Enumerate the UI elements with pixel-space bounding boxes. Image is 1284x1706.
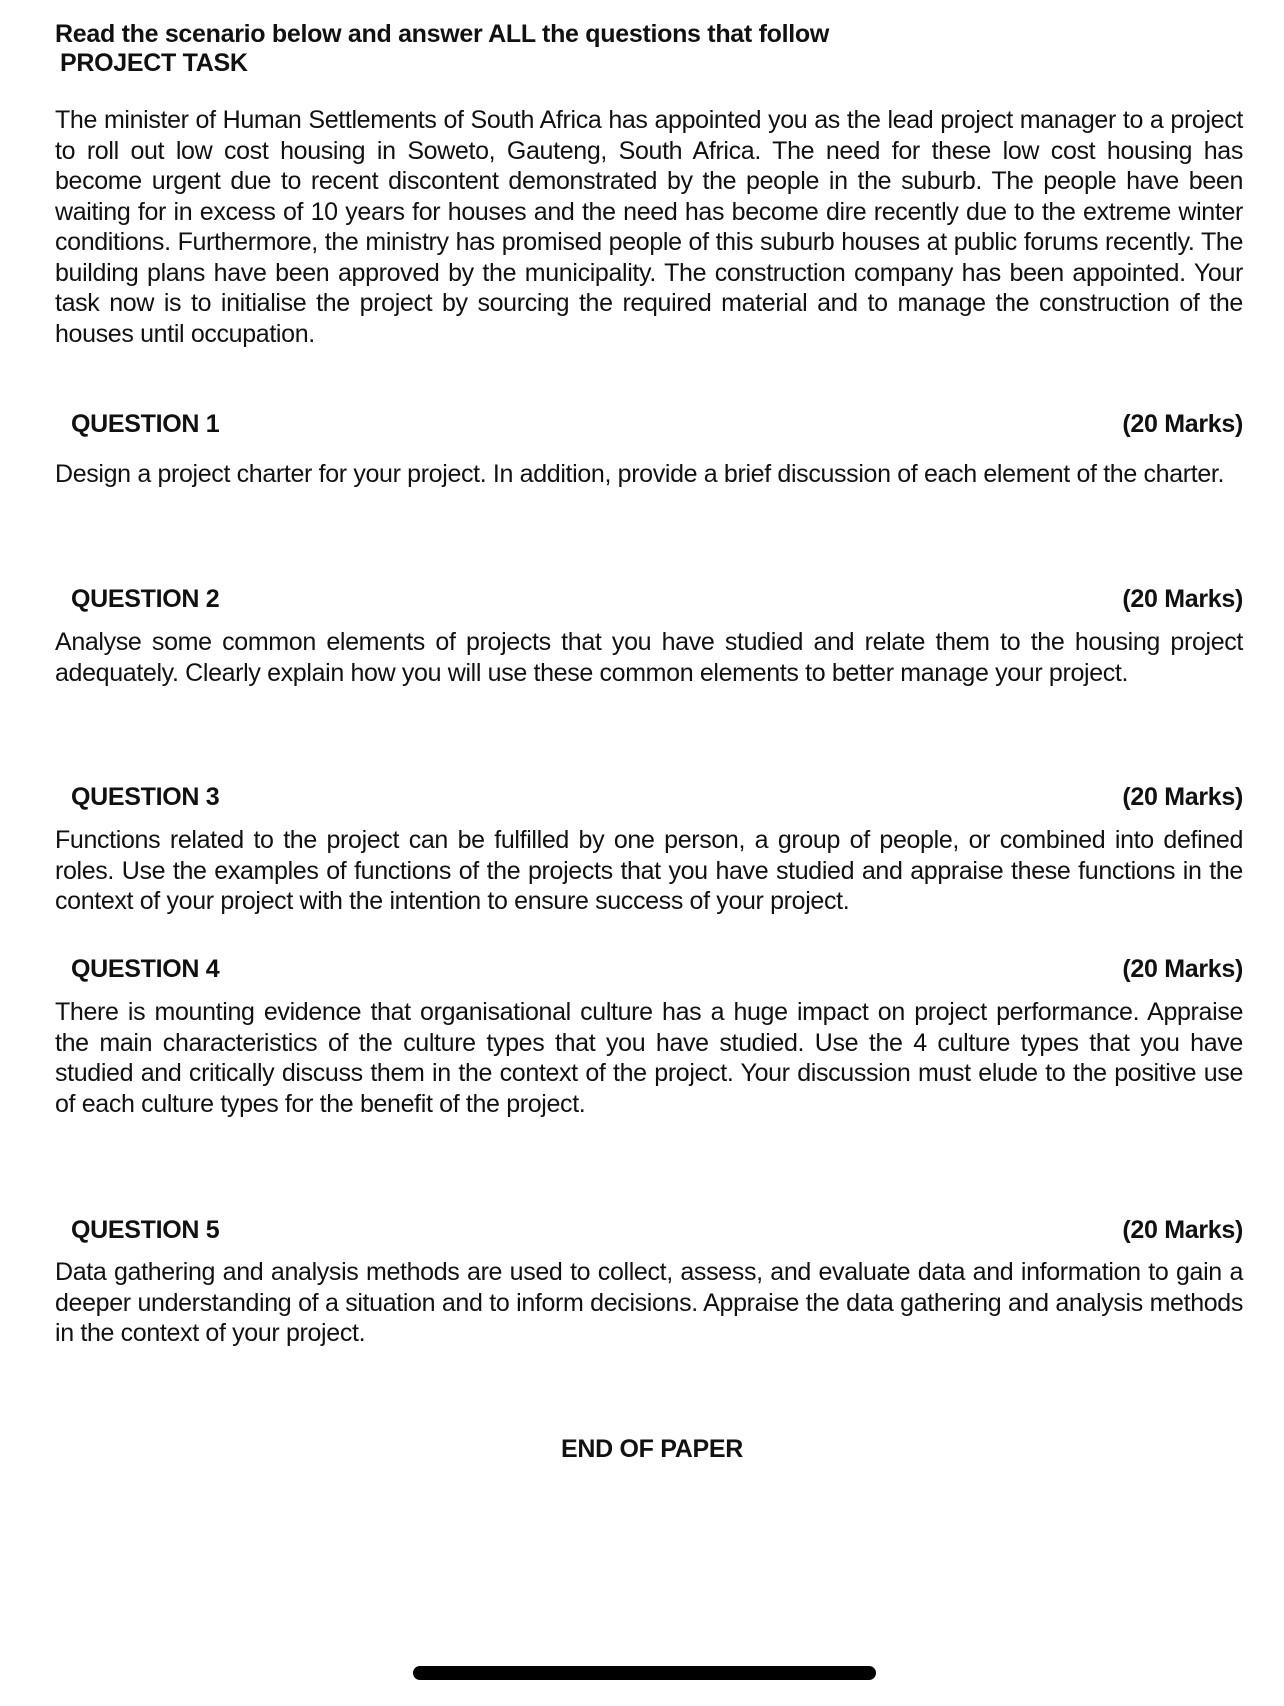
question-3-title: QUESTION 3: [71, 783, 220, 811]
home-indicator-bar[interactable]: [413, 1666, 876, 1680]
question-1-marks: (20 Marks): [1122, 410, 1243, 438]
question-5-marks: (20 Marks): [1122, 1216, 1243, 1244]
question-2-body: Analyse some common elements of projects that you have studied and relate them to the housing project adequately. Clearly explain how you will use these common elements to better manage your project.: [55, 628, 1243, 687]
question-2-marks: (20 Marks): [1122, 585, 1243, 613]
question-4-marks: (20 Marks): [1122, 955, 1243, 983]
question-4-heading: [71, 954, 1243, 984]
question-4-title: QUESTION 4: [71, 955, 220, 983]
question-2-heading: [71, 584, 1243, 614]
scenario-paragraph: The minister of Human Settlements of South Africa has appointed you as the lead project manager to a project to roll out low cost housing in Soweto, Gauteng, South Africa. The need for these low cost housing has become urgent due to recent discontent demonstrated by the people in the suburb. The people have been waiting for in excess of 10 years for houses and the need has become dire recently due to the extreme winter conditions. Furthermore, the ministry has promised people of this suburb houses at public forums recently. The building plans have been approved by the municipality. The construction company has been appointed. Your task now is to initialise the project by sourcing the required material and to manage the construction of the houses until occupation.: [55, 106, 1243, 348]
question-3-marks: (20 Marks): [1122, 783, 1243, 811]
task-title: PROJECT TASK: [60, 49, 248, 77]
question-3-body: Functions related to the project can be fulfilled by one person, a group of people, or combined into defined roles. Use the examples of functions of the projects that you have studied and appraise these functions in the context of your project with the intention to ensure success of your project.: [55, 826, 1243, 915]
question-1-title: QUESTION 1: [71, 410, 220, 438]
question-5-title: QUESTION 5: [71, 1216, 220, 1244]
question-4-body: There is mounting evidence that organisational culture has a huge impact on project performance. Appraise the main characteristics of the culture types that you have studied. Use the 4 culture types that you have studied and critically discuss them in the context of the project. Your discussion must elude to the positive use of each culture types for the benefit of the project.: [55, 998, 1243, 1118]
question-2-title: QUESTION 2: [71, 585, 220, 613]
instruction-line: Read the scenario below and answer ALL the questions that follow: [55, 20, 829, 48]
question-5-heading: [71, 1215, 1243, 1245]
question-5-body: Data gathering and analysis methods are used to collect, assess, and evaluate data and information to gain a deeper understanding of a situation and to inform decisions. Appraise the data gathering and analysis methods in the context of your project.: [55, 1258, 1243, 1347]
question-3-heading: [71, 782, 1243, 812]
question-1-body: Design a project charter for your project. In addition, provide a brief discussion of each element of the charter.: [55, 460, 1225, 488]
end-of-paper: END OF PAPER: [560, 1435, 744, 1463]
question-1-heading: [71, 409, 1243, 439]
